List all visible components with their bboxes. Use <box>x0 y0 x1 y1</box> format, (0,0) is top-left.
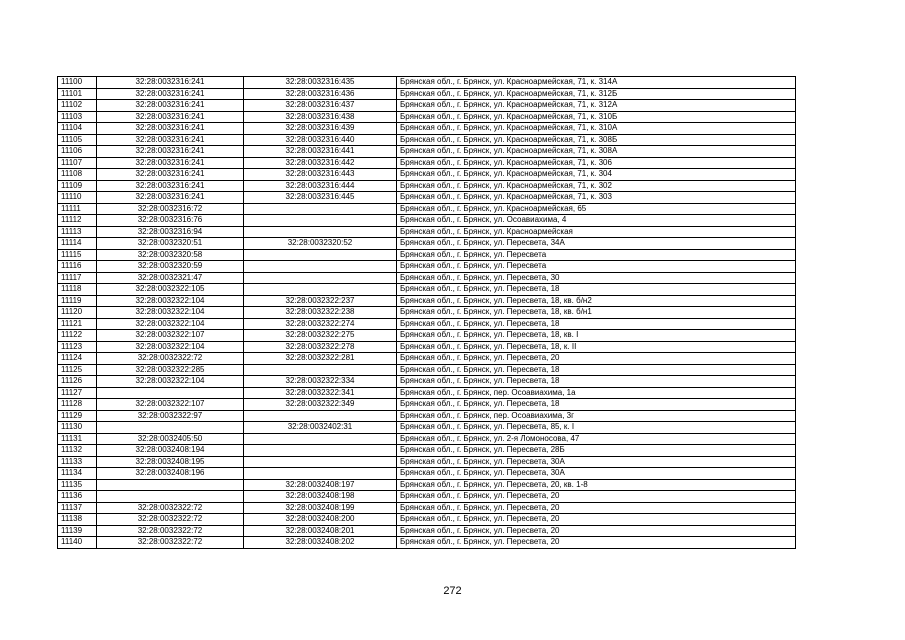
cadastral-number-cell: 32:28:0032322:104 <box>97 318 244 330</box>
row-number-cell: 11134 <box>58 468 97 480</box>
row-number-cell: 11114 <box>58 238 97 250</box>
cadastral-number-cell: 32:28:0032316:241 <box>97 111 244 123</box>
row-number-cell: 11131 <box>58 433 97 445</box>
address-cell: Брянская обл., г. Брянск, ул. Пересвета, 18, кв. б/н1 <box>397 307 796 319</box>
table-row <box>58 433 796 445</box>
cadastral-number-cell: 32:28:0032322:105 <box>97 284 244 296</box>
cadastral-number-cell <box>97 491 244 503</box>
row-number-cell: 11135 <box>58 479 97 491</box>
row-number-cell: 11124 <box>58 353 97 365</box>
related-cadastral-number-cell: 32:28:0032408:200 <box>244 514 397 526</box>
cadastral-number-cell: 32:28:0032320:51 <box>97 238 244 250</box>
table-row <box>58 249 796 261</box>
cadastral-number-cell: 32:28:0032322:97 <box>97 410 244 422</box>
address-cell: Брянская обл., г. Брянск, ул. Пересвета, 34А <box>397 238 796 250</box>
table-row <box>58 180 796 192</box>
related-cadastral-number-cell: 32:28:0032322:341 <box>244 387 397 399</box>
cadastral-number-cell: 32:28:0032316:241 <box>97 77 244 89</box>
address-cell: Брянская обл., г. Брянск, ул. Красноармейская, 71, к. 306 <box>397 157 796 169</box>
address-cell: Брянская обл., г. Брянск, ул. Осоавиахима, 4 <box>397 215 796 227</box>
table-row <box>58 399 796 411</box>
cadastral-number-cell: 32:28:0032320:59 <box>97 261 244 273</box>
cadastral-number-cell: 32:28:0032316:241 <box>97 123 244 135</box>
table-row <box>58 491 796 503</box>
related-cadastral-number-cell: 32:28:0032316:435 <box>244 77 397 89</box>
cadastral-number-cell <box>97 479 244 491</box>
row-number-cell: 11111 <box>58 203 97 215</box>
cadastral-number-cell: 32:28:0032405:50 <box>97 433 244 445</box>
related-cadastral-number-cell: 32:28:0032322:334 <box>244 376 397 388</box>
related-cadastral-number-cell <box>244 215 397 227</box>
related-cadastral-number-cell: 32:28:0032316:440 <box>244 134 397 146</box>
cadastral-number-cell: 32:28:0032322:104 <box>97 376 244 388</box>
address-cell: Брянская обл., г. Брянск, ул. Пересвета, 18 <box>397 376 796 388</box>
table-row <box>58 77 796 89</box>
row-number-cell: 11113 <box>58 226 97 238</box>
address-cell: Брянская обл., г. Брянск, ул. Пересвета, 18 <box>397 318 796 330</box>
cadastral-number-cell: 32:28:0032322:107 <box>97 399 244 411</box>
related-cadastral-number-cell: 32:28:0032408:202 <box>244 537 397 549</box>
row-number-cell: 11103 <box>58 111 97 123</box>
table-row <box>58 88 796 100</box>
row-number-cell: 11130 <box>58 422 97 434</box>
cadastral-number-cell: 32:28:0032316:72 <box>97 203 244 215</box>
table-row <box>58 169 796 181</box>
table-row <box>58 525 796 537</box>
row-number-cell: 11129 <box>58 410 97 422</box>
row-number-cell: 11126 <box>58 376 97 388</box>
cadastral-number-cell: 32:28:0032322:285 <box>97 364 244 376</box>
address-cell: Брянская обл., г. Брянск, пер. Осоавиахима, 1а <box>397 387 796 399</box>
row-number-cell: 11140 <box>58 537 97 549</box>
cadastral-number-cell: 32:28:0032322:72 <box>97 525 244 537</box>
row-number-cell: 11105 <box>58 134 97 146</box>
address-cell: Брянская обл., г. Брянск, ул. Пересвета, 20 <box>397 537 796 549</box>
page-number: 272 <box>443 585 462 597</box>
table-row <box>58 514 796 526</box>
table-row <box>58 215 796 227</box>
cadastral-number-cell <box>97 387 244 399</box>
table-row <box>58 502 796 514</box>
row-number-cell: 11107 <box>58 157 97 169</box>
table-row <box>58 410 796 422</box>
address-cell: Брянская обл., г. Брянск, ул. Пересвета, 18, кв. I <box>397 330 796 342</box>
related-cadastral-number-cell: 32:28:0032316:444 <box>244 180 397 192</box>
related-cadastral-number-cell <box>244 456 397 468</box>
related-cadastral-number-cell <box>244 272 397 284</box>
row-number-cell: 11112 <box>58 215 97 227</box>
table-row <box>58 123 796 135</box>
related-cadastral-number-cell: 32:28:0032322:238 <box>244 307 397 319</box>
related-cadastral-number-cell <box>244 249 397 261</box>
address-cell: Брянская обл., г. Брянск, ул. 2-я Ломоносова, 47 <box>397 433 796 445</box>
table-row <box>58 330 796 342</box>
table-row <box>58 261 796 273</box>
row-number-cell: 11117 <box>58 272 97 284</box>
cadastral-number-cell: 32:28:0032316:241 <box>97 100 244 112</box>
row-number-cell: 11115 <box>58 249 97 261</box>
table-row <box>58 387 796 399</box>
related-cadastral-number-cell: 32:28:0032322:275 <box>244 330 397 342</box>
row-number-cell: 11132 <box>58 445 97 457</box>
address-cell: Брянская обл., г. Брянск, ул. Пересвета, 20 <box>397 525 796 537</box>
table-row <box>58 146 796 158</box>
table-row <box>58 422 796 434</box>
related-cadastral-number-cell: 32:28:0032320:52 <box>244 238 397 250</box>
cadastral-number-cell: 32:28:0032322:104 <box>97 307 244 319</box>
related-cadastral-number-cell <box>244 203 397 215</box>
cadastral-number-cell: 32:28:0032322:104 <box>97 295 244 307</box>
related-cadastral-number-cell: 32:28:0032316:443 <box>244 169 397 181</box>
related-cadastral-number-cell: 32:28:0032322:281 <box>244 353 397 365</box>
row-number-cell: 11109 <box>58 180 97 192</box>
cadastral-number-cell: 32:28:0032316:241 <box>97 180 244 192</box>
address-cell: Брянская обл., г. Брянск, ул. Красноармейская, 71, к. 310Б <box>397 111 796 123</box>
table-row <box>58 479 796 491</box>
cadastral-number-cell: 32:28:0032322:72 <box>97 353 244 365</box>
address-cell: Брянская обл., г. Брянск, ул. Пересвета, 28Б <box>397 445 796 457</box>
table-row <box>58 318 796 330</box>
address-cell: Брянская обл., г. Брянск, ул. Пересвета, 30А <box>397 468 796 480</box>
cadastral-number-cell: 32:28:0032316:241 <box>97 157 244 169</box>
row-number-cell: 11108 <box>58 169 97 181</box>
registry-table <box>57 76 796 549</box>
related-cadastral-number-cell: 32:28:0032316:439 <box>244 123 397 135</box>
table-row <box>58 284 796 296</box>
table-row <box>58 203 796 215</box>
related-cadastral-number-cell: 32:28:0032408:198 <box>244 491 397 503</box>
cadastral-number-cell: 32:28:0032316:241 <box>97 169 244 181</box>
related-cadastral-number-cell: 32:28:0032316:436 <box>244 88 397 100</box>
cadastral-number-cell: 32:28:0032322:72 <box>97 514 244 526</box>
address-cell: Брянская обл., г. Брянск, ул. Пересвета, 30А <box>397 456 796 468</box>
cadastral-number-cell: 32:28:0032322:72 <box>97 502 244 514</box>
table-row <box>58 537 796 549</box>
address-cell: Брянская обл., г. Брянск, ул. Красноармейская, 71, к. 308Б <box>397 134 796 146</box>
related-cadastral-number-cell: 32:28:0032316:445 <box>244 192 397 204</box>
cadastral-number-cell: 32:28:0032322:104 <box>97 341 244 353</box>
address-cell: Брянская обл., г. Брянск, ул. Пересвета, 18 <box>397 284 796 296</box>
table-row <box>58 111 796 123</box>
related-cadastral-number-cell: 32:28:0032316:442 <box>244 157 397 169</box>
address-cell: Брянская обл., г. Брянск, ул. Красноармейская, 65 <box>397 203 796 215</box>
row-number-cell: 11138 <box>58 514 97 526</box>
address-cell: Брянская обл., г. Брянск, ул. Пересвета, 20 <box>397 502 796 514</box>
row-number-cell: 11102 <box>58 100 97 112</box>
row-number-cell: 11119 <box>58 295 97 307</box>
address-cell: Брянская обл., г. Брянск, ул. Пересвета, 20 <box>397 514 796 526</box>
related-cadastral-number-cell: 32:28:0032402:31 <box>244 422 397 434</box>
address-cell: Брянская обл., г. Брянск, ул. Пересвета, 18 <box>397 364 796 376</box>
address-cell: Брянская обл., г. Брянск, ул. Пересвета <box>397 249 796 261</box>
cadastral-number-cell: 32:28:0032316:241 <box>97 146 244 158</box>
related-cadastral-number-cell: 32:28:0032408:201 <box>244 525 397 537</box>
address-cell: Брянская обл., г. Брянск, ул. Пересвета, 85, к. I <box>397 422 796 434</box>
address-cell: Брянская обл., г. Брянск, ул. Красноармейская, 71, к. 312А <box>397 100 796 112</box>
row-number-cell: 11120 <box>58 307 97 319</box>
related-cadastral-number-cell <box>244 468 397 480</box>
address-cell: Брянская обл., г. Брянск, пер. Осоавиахима, 3г <box>397 410 796 422</box>
address-cell: Брянская обл., г. Брянск, ул. Красноармейская, 71, к. 310А <box>397 123 796 135</box>
table-row <box>58 307 796 319</box>
related-cadastral-number-cell: 32:28:0032322:278 <box>244 341 397 353</box>
related-cadastral-number-cell <box>244 261 397 273</box>
row-number-cell: 11106 <box>58 146 97 158</box>
address-cell: Брянская обл., г. Брянск, ул. Пересвета, 20, кв. 1-8 <box>397 479 796 491</box>
cadastral-number-cell: 32:28:0032316:241 <box>97 134 244 146</box>
row-number-cell: 11125 <box>58 364 97 376</box>
cadastral-number-cell: 32:28:0032316:76 <box>97 215 244 227</box>
related-cadastral-number-cell <box>244 433 397 445</box>
row-number-cell: 11116 <box>58 261 97 273</box>
related-cadastral-number-cell <box>244 410 397 422</box>
address-cell: Брянская обл., г. Брянск, ул. Пересвета, 30 <box>397 272 796 284</box>
related-cadastral-number-cell: 32:28:0032316:438 <box>244 111 397 123</box>
related-cadastral-number-cell: 32:28:0032408:199 <box>244 502 397 514</box>
row-number-cell: 11101 <box>58 88 97 100</box>
cadastral-number-cell: 32:28:0032316:241 <box>97 192 244 204</box>
address-cell: Брянская обл., г. Брянск, ул. Красноармейская, 71, к. 303 <box>397 192 796 204</box>
table-row <box>58 445 796 457</box>
table-row <box>58 134 796 146</box>
cadastral-number-cell: 32:28:0032322:107 <box>97 330 244 342</box>
cadastral-number-cell: 32:28:0032408:194 <box>97 445 244 457</box>
address-cell: Брянская обл., г. Брянск, ул. Красноармейская <box>397 226 796 238</box>
row-number-cell: 11139 <box>58 525 97 537</box>
table-row <box>58 272 796 284</box>
table-row <box>58 468 796 480</box>
table-row <box>58 364 796 376</box>
row-number-cell: 11136 <box>58 491 97 503</box>
related-cadastral-number-cell: 32:28:0032322:274 <box>244 318 397 330</box>
row-number-cell: 11137 <box>58 502 97 514</box>
address-cell: Брянская обл., г. Брянск, ул. Красноармейская, 71, к. 312Б <box>397 88 796 100</box>
table-row <box>58 192 796 204</box>
address-cell: Брянская обл., г. Брянск, ул. Красноармейская, 71, к. 302 <box>397 180 796 192</box>
cadastral-number-cell: 32:28:0032320:58 <box>97 249 244 261</box>
row-number-cell: 11104 <box>58 123 97 135</box>
address-cell: Брянская обл., г. Брянск, ул. Пересвета, 18 <box>397 399 796 411</box>
related-cadastral-number-cell <box>244 364 397 376</box>
cadastral-number-cell: 32:28:0032408:195 <box>97 456 244 468</box>
address-cell: Брянская обл., г. Брянск, ул. Красноармейская, 71, к. 314А <box>397 77 796 89</box>
address-cell: Брянская обл., г. Брянск, ул. Пересвета <box>397 261 796 273</box>
related-cadastral-number-cell <box>244 284 397 296</box>
row-number-cell: 11127 <box>58 387 97 399</box>
related-cadastral-number-cell: 32:28:0032316:437 <box>244 100 397 112</box>
cadastral-number-cell: 32:28:0032316:94 <box>97 226 244 238</box>
row-number-cell: 11122 <box>58 330 97 342</box>
address-cell: Брянская обл., г. Брянск, ул. Красноармейская, 71, к. 308А <box>397 146 796 158</box>
related-cadastral-number-cell: 32:28:0032322:349 <box>244 399 397 411</box>
row-number-cell: 11121 <box>58 318 97 330</box>
address-cell: Брянская обл., г. Брянск, ул. Пересвета, 18, к. II <box>397 341 796 353</box>
table-row <box>58 353 796 365</box>
address-cell: Брянская обл., г. Брянск, ул. Красноармейская, 71, к. 304 <box>397 169 796 181</box>
row-number-cell: 11100 <box>58 77 97 89</box>
related-cadastral-number-cell: 32:28:0032316:441 <box>244 146 397 158</box>
table-row <box>58 295 796 307</box>
row-number-cell: 11128 <box>58 399 97 411</box>
table-row <box>58 341 796 353</box>
row-number-cell: 11118 <box>58 284 97 296</box>
address-cell: Брянская обл., г. Брянск, ул. Пересвета, 20 <box>397 491 796 503</box>
table-row <box>58 238 796 250</box>
related-cadastral-number-cell <box>244 226 397 238</box>
related-cadastral-number-cell: 32:28:0032408:197 <box>244 479 397 491</box>
related-cadastral-number-cell <box>244 445 397 457</box>
table-row <box>58 100 796 112</box>
cadastral-number-cell: 32:28:0032321:47 <box>97 272 244 284</box>
address-cell: Брянская обл., г. Брянск, ул. Пересвета, 18, кв. б/н2 <box>397 295 796 307</box>
registry-table-body <box>58 77 796 549</box>
cadastral-number-cell: 32:28:0032316:241 <box>97 88 244 100</box>
table-row <box>58 376 796 388</box>
related-cadastral-number-cell: 32:28:0032322:237 <box>244 295 397 307</box>
cadastral-number-cell: 32:28:0032408:196 <box>97 468 244 480</box>
address-cell: Брянская обл., г. Брянск, ул. Пересвета, 20 <box>397 353 796 365</box>
table-row <box>58 226 796 238</box>
table-row <box>58 157 796 169</box>
row-number-cell: 11123 <box>58 341 97 353</box>
table-row <box>58 456 796 468</box>
row-number-cell: 11110 <box>58 192 97 204</box>
cadastral-number-cell <box>97 422 244 434</box>
cadastral-number-cell: 32:28:0032322:72 <box>97 537 244 549</box>
row-number-cell: 11133 <box>58 456 97 468</box>
